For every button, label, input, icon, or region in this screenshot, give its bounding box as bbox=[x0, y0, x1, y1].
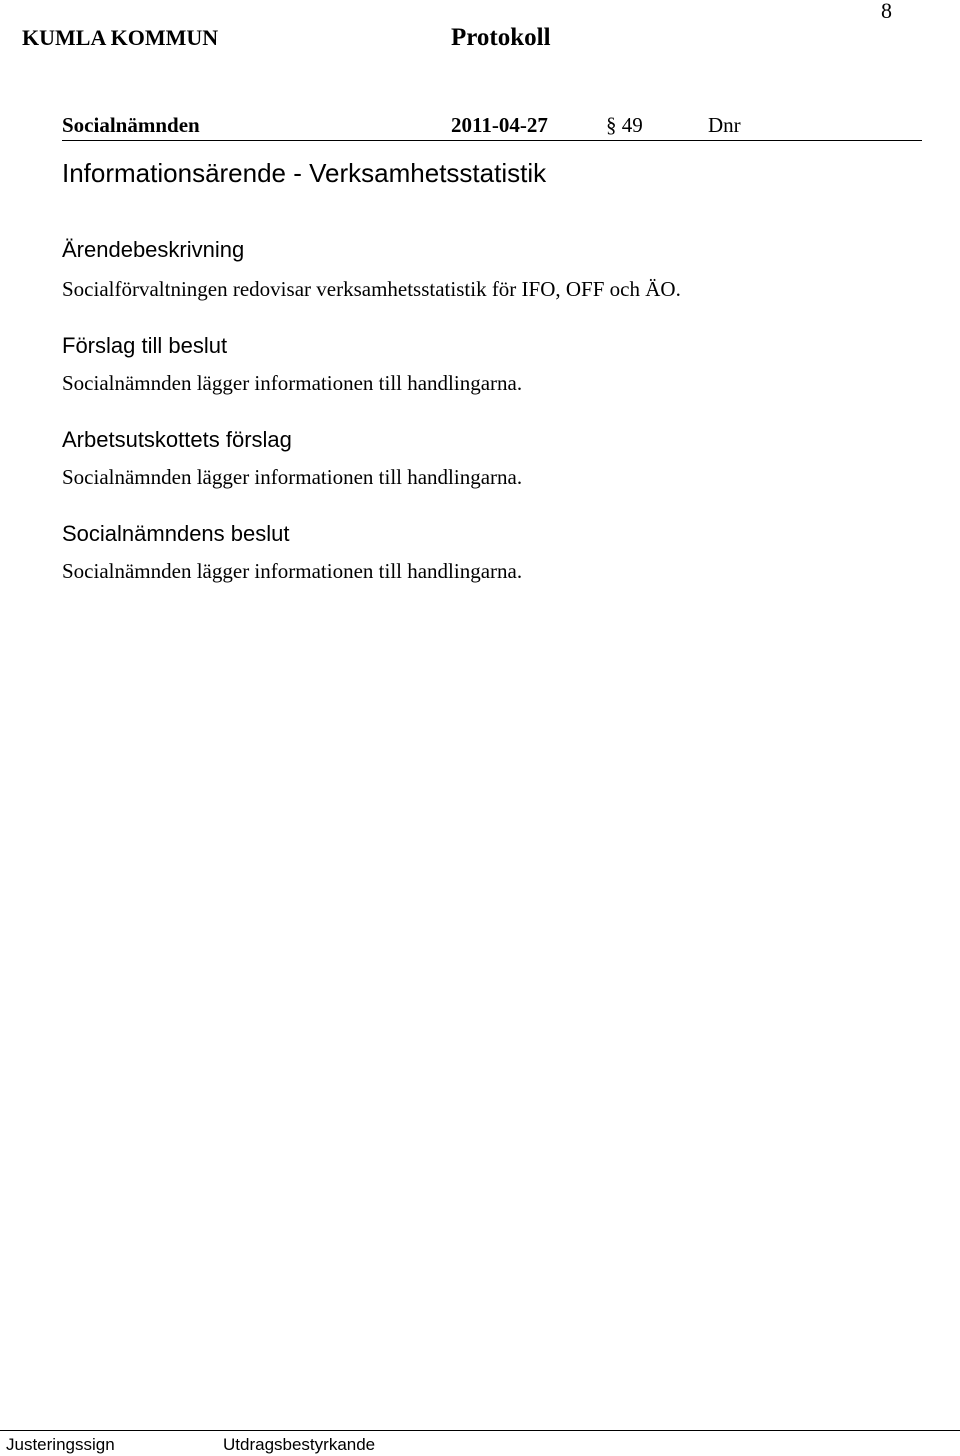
paragraph-reference bbox=[606, 113, 643, 138]
meeting-date: 2011-04-27 bbox=[451, 113, 548, 137]
case-title: Informationsärende - Verksamhetsstatistik bbox=[62, 158, 547, 188]
document-type: Protokoll bbox=[451, 24, 551, 51]
footer-utdragsbestyrkande: Utdragsbestyrkande bbox=[223, 1435, 376, 1454]
section-heading-decision: Socialnämndens beslut bbox=[62, 521, 290, 546]
section-heading-committee-proposal: Arbetsutskottets förslag bbox=[62, 427, 292, 452]
section-body-committee-proposal: Socialnämnden lägger informationen till handlingarna. bbox=[62, 465, 523, 489]
header-divider bbox=[62, 140, 922, 141]
dnr-label: Dnr bbox=[708, 113, 741, 137]
committee-name: Socialnämnden bbox=[62, 113, 200, 137]
paragraph-symbol: § bbox=[606, 113, 617, 137]
organization-name: KUMLA KOMMUN bbox=[22, 25, 219, 50]
paragraph-number: 49 bbox=[621, 113, 643, 137]
section-heading-proposal: Förslag till beslut bbox=[62, 333, 228, 358]
section-heading-description: Ärendebeskrivning bbox=[62, 237, 245, 262]
footer-justeringssign: Justeringssign bbox=[6, 1435, 115, 1454]
section-body-description: Socialförvaltningen redovisar verksamhetsstatistik för IFO, OFF och ÄO. bbox=[62, 277, 681, 301]
section-body-proposal: Socialnämnden lägger informationen till handlingarna. bbox=[62, 371, 523, 395]
footer-divider bbox=[0, 1430, 960, 1431]
section-body-decision: Socialnämnden lägger informationen till handlingarna. bbox=[62, 559, 523, 583]
page-number: 8 bbox=[881, 0, 892, 23]
